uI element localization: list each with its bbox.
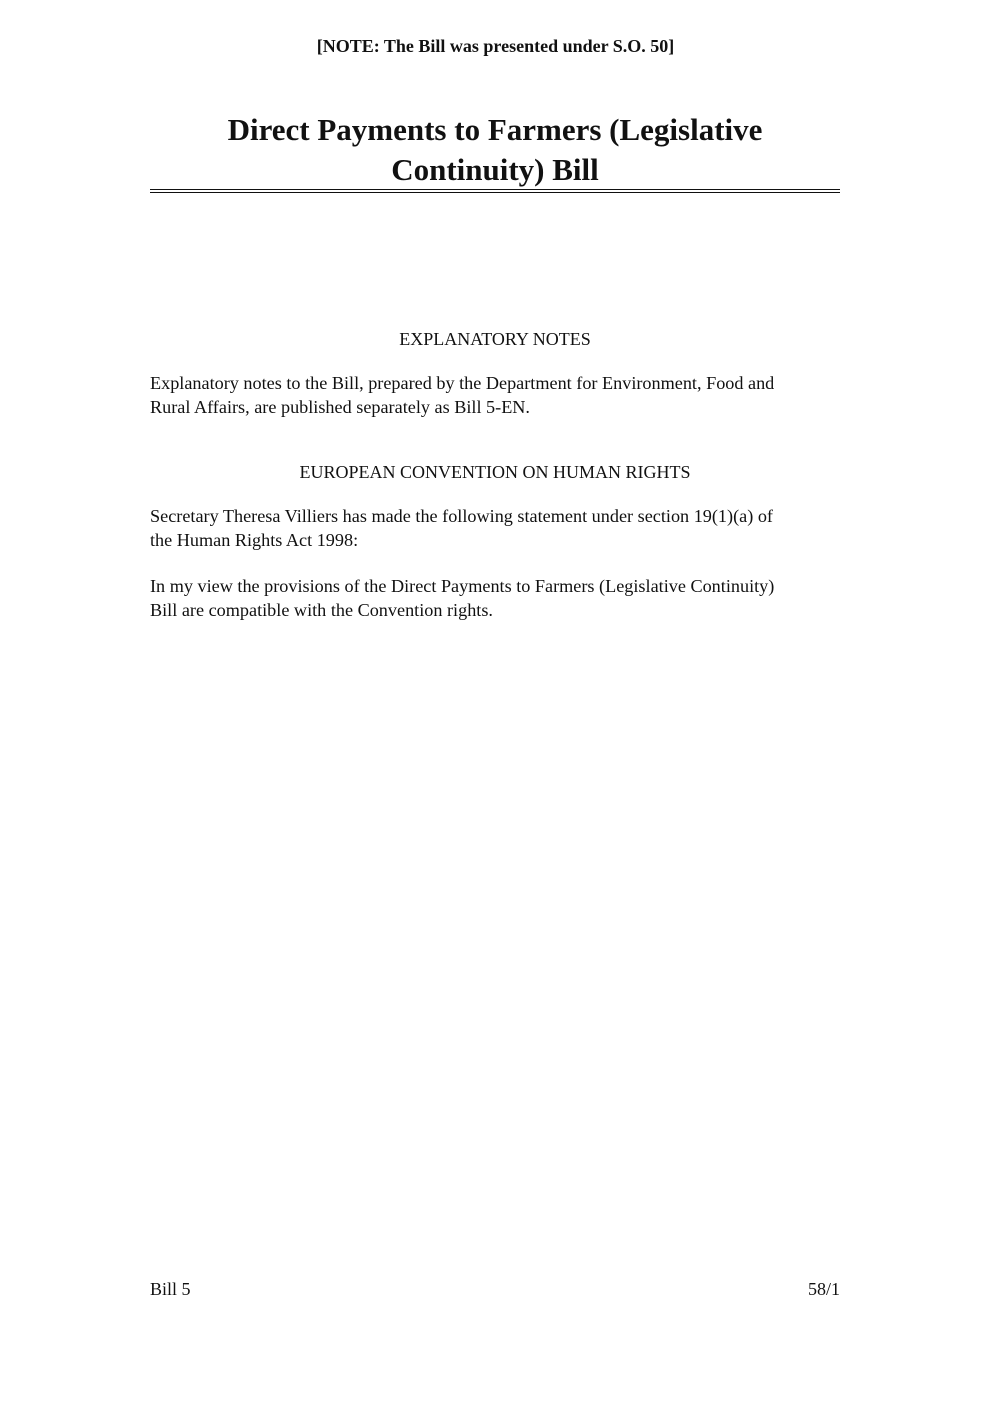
echr-statement-line-1: Secretary Theresa Villiers has made the following statement under section 19(1)(a) of bbox=[150, 506, 773, 526]
explanatory-notes-line-1: Explanatory notes to the Bill, prepared by the Department for Environment, Food and bbox=[150, 373, 775, 393]
title-double-rule bbox=[150, 189, 840, 193]
bill-title-line-1: Direct Payments to Farmers (Legislative bbox=[227, 112, 763, 147]
echr-statement bbox=[150, 504, 840, 552]
echr-heading: EUROPEAN CONVENTION ON HUMAN RIGHTS bbox=[299, 462, 691, 482]
bill-title-line-2: Continuity) Bill bbox=[391, 152, 599, 187]
echr-compatibility-view bbox=[150, 574, 840, 622]
footer-reference: 58/1 bbox=[807, 1279, 840, 1299]
explanatory-notes-line-2: Rural Affairs, are published separately as Bill 5-EN. bbox=[150, 397, 530, 417]
explanatory-notes-heading: EXPLANATORY NOTES bbox=[399, 329, 591, 349]
bill-title bbox=[150, 110, 840, 190]
echr-statement-line-2: the Human Rights Act 1998: bbox=[150, 530, 359, 550]
footer-bill-number: Bill 5 bbox=[150, 1279, 191, 1299]
echr-view-line-1: In my view the provisions of the Direct Payments to Farmers (Legislative Continuity) bbox=[150, 576, 775, 596]
presentation-note: [NOTE: The Bill was presented under S.O. 50] bbox=[316, 36, 675, 56]
explanatory-notes-text bbox=[150, 371, 840, 419]
echr-view-line-2: Bill are compatible with the Convention rights. bbox=[150, 600, 493, 620]
